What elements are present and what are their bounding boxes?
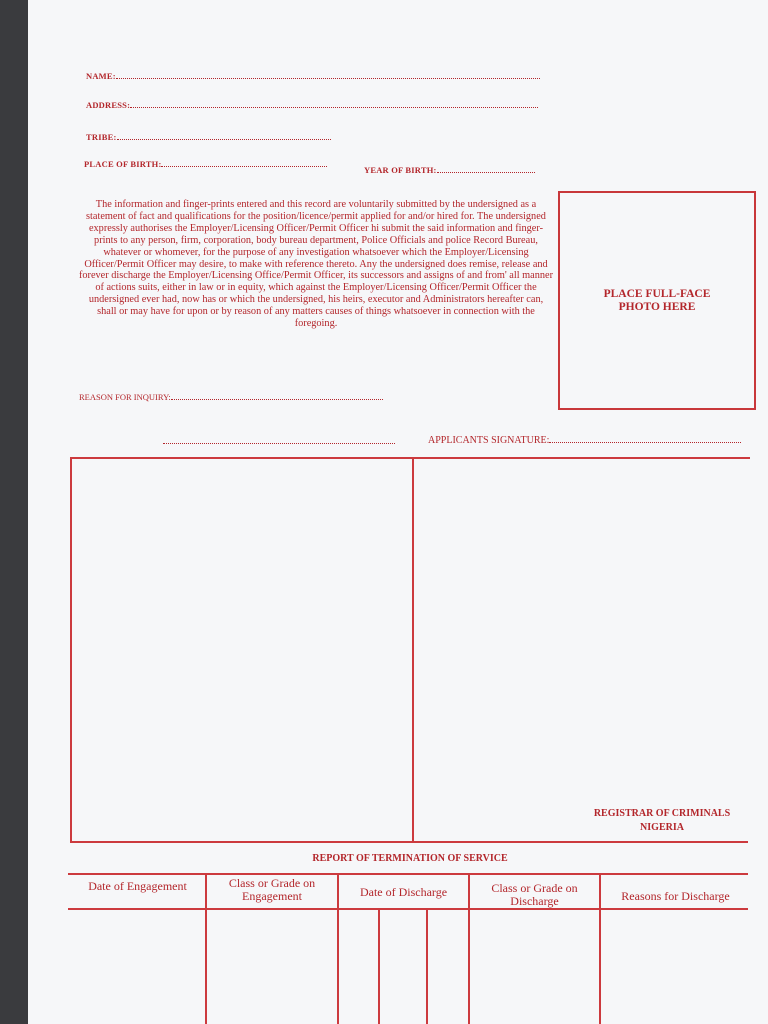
year-of-birth-label: YEAR OF BIRTH: — [364, 165, 437, 175]
registrar-block — [582, 807, 742, 835]
reason-field[interactable] — [79, 391, 383, 402]
tribe-line[interactable] — [117, 131, 331, 140]
place-of-birth-line[interactable] — [161, 158, 327, 167]
address-label: ADDRESS: — [86, 100, 131, 110]
year-of-birth-field[interactable] — [364, 164, 535, 175]
fingerprint-left-rule — [70, 457, 72, 842]
discharge-subdivider-1 — [378, 908, 380, 1024]
reason-label: REASON FOR INQUIRY: — [79, 392, 171, 402]
registrar-country: NIGERIA — [640, 822, 684, 833]
signature-field[interactable] — [428, 434, 741, 446]
signature-label-text: APPLICANTS SIGNATURE: — [428, 435, 550, 446]
signature-date-field[interactable] — [163, 435, 395, 447]
address-field[interactable] — [86, 99, 538, 110]
declaration-paragraph: The information and finger-prints entered and this record are voluntarily submitted by the undersigned as a statement of fact and qualifications for the position/licence/permit applied for and/or hired for. The undersigned expressly authorises the Employer/Licensing Officer/Permit Officer hi submit the said information and finger-prints to any person, firm, corporation, body bureau department, Police Officials and police Record Bureau, whatever or whomever, for the purpose of any investigation whatsoever which the Employer/Licensing Officer/Permit Officer may desire, to make with reference thereto. Any the undersigned does remise, release and forever discharge the Employer/Licensing Office/Permit Officer, its successors and assigns of and from' all manner of actions suits, either in law or in equity, which against the Employer/Licensing Officer/Permit Officer the undersigned ever had, now has or which the undersigned, his heirs, executor and Administrators hereafter can, shall or may have for upon or by reason of any matters causes of things whatsoever in connection with the foregoing. — [78, 199, 554, 330]
tribe-label: TRIBE: — [86, 132, 117, 142]
col-class-on-engagement: Class or Grade on Engagement — [228, 876, 316, 903]
termination-table-header-rule — [68, 908, 748, 910]
tribe-field[interactable] — [86, 131, 331, 142]
col-date-of-engagement: Date of Engagement — [88, 879, 187, 893]
fingerprint-bottom-rule — [70, 841, 748, 843]
place-of-birth-label: PLACE OF BIRTH: — [84, 159, 162, 169]
col-date-of-discharge: Date of Discharge — [359, 885, 448, 899]
form-page — [28, 0, 768, 1024]
address-line[interactable] — [130, 99, 538, 108]
fingerprint-center-rule — [412, 457, 414, 842]
termination-title: REPORT OF TERMINATION OF SERVICE — [312, 853, 508, 864]
discharge-subdivider-2 — [426, 908, 428, 1024]
scan-left-edge — [0, 0, 28, 1024]
fingerprint-top-rule — [70, 457, 750, 459]
year-of-birth-line[interactable] — [437, 164, 535, 173]
place-of-birth-field[interactable] — [84, 158, 327, 169]
name-field[interactable] — [86, 70, 540, 81]
name-line[interactable] — [116, 70, 540, 79]
col-class-on-discharge: Class or Grade on Discharge — [491, 881, 578, 908]
reason-line[interactable] — [171, 391, 383, 400]
name-label: NAME: — [86, 71, 116, 81]
photo-box-label: PLACE FULL-FACE PHOTO HERE — [603, 287, 711, 313]
termination-table-top — [68, 873, 748, 875]
photo-box[interactable] — [558, 191, 756, 410]
registrar-title: REGISTRAR OF CRIMINALS — [593, 808, 731, 819]
signature-line[interactable] — [549, 434, 741, 443]
col-reasons-for-discharge: Reasons for Discharge — [621, 889, 730, 903]
signature-date-line[interactable] — [163, 435, 395, 444]
